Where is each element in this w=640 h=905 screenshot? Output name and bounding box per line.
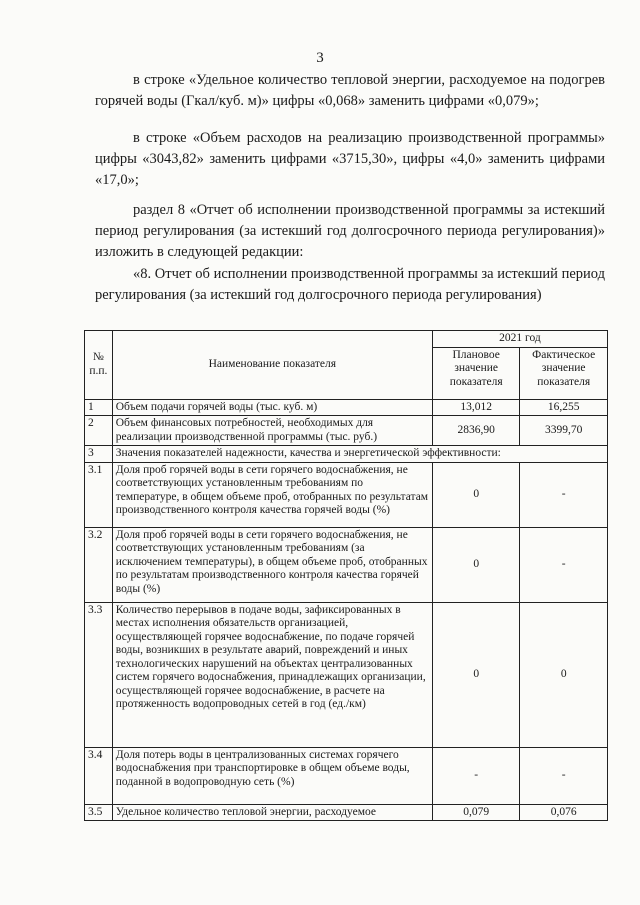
row-actual: -: [520, 747, 608, 804]
row-num: 2: [85, 416, 113, 446]
row-planned: 0: [432, 527, 520, 602]
row-name: Удельное количество тепловой энергии, расходуемое: [112, 804, 432, 821]
row-num: 3.5: [85, 804, 113, 821]
row-name: Значения показателей надежности, качества и энергетической эффективности:: [112, 446, 607, 463]
row-planned: 13,012: [432, 399, 520, 416]
row-actual: 0: [520, 602, 608, 747]
paragraph-4: «8. Отчет об исполнении производственной программы за истекший период регулирования (за истекший год долгосрочного периода регулирования): [95, 266, 605, 303]
page-number: 3: [316, 50, 324, 66]
header-planned: Плановое значение показателя: [432, 347, 520, 399]
row-actual: -: [520, 462, 608, 527]
row-actual: 3399,70: [520, 416, 608, 446]
table-row: [85, 747, 608, 804]
paragraph-2: в строке «Объем расходов на реализацию производственной программы» цифры «3043,82» заменить цифрами «3715,30», цифры «4,0» заменить цифрами «17,0»;: [95, 130, 605, 188]
table-row: [85, 804, 608, 821]
header-name: Наименование показателя: [112, 331, 432, 400]
table-row: [85, 462, 608, 527]
row-actual: 16,255: [520, 399, 608, 416]
row-num: 3: [85, 446, 113, 463]
row-name: Доля проб горячей воды в сети горячего водоснабжения, не соответствующих установленным требованиям по температуре, в общем объеме проб, отобранных по результатам производственного контроля качества горячей воды (%): [112, 462, 432, 527]
row-planned: 0,079: [432, 804, 520, 821]
row-num: 3.3: [85, 602, 113, 747]
report-table: [84, 330, 608, 821]
row-name: Количество перерывов в подаче воды, зафиксированных в местах исполнения обязательств организацией, осуществляющей горячее водоснабжение, по подаче горячей воды, возникших в результате аварий, повреждений и иных технологических нарушений на объектах централизованных систем горячего водоснабжения, принадлежащих организации, осуществляющей горячее водоснабжение, в расчете на протяженность водопроводных сетей в год (ед./км): [112, 602, 432, 747]
row-actual: 0,076: [520, 804, 608, 821]
row-planned: -: [432, 747, 520, 804]
row-num: 1: [85, 399, 113, 416]
header-num: № п.п.: [85, 331, 113, 400]
row-planned: 2836,90: [432, 416, 520, 446]
row-planned: 0: [432, 462, 520, 527]
table-row: [85, 446, 608, 463]
row-actual: -: [520, 527, 608, 602]
row-num: 3.1: [85, 462, 113, 527]
row-name: Доля потерь воды в централизованных системах горячего водоснабжения при транспортировке в общем объеме воды, поданной в водопроводную сеть (%): [112, 747, 432, 804]
row-num: 3.4: [85, 747, 113, 804]
table-row: [85, 527, 608, 602]
table-row: [85, 602, 608, 747]
row-planned: 0: [432, 602, 520, 747]
row-name: Доля проб горячей воды в сети горячего водоснабжения, не соответствующих установленным требованиям (за исключением температуры), в общем объеме проб, отобранных по результатам производственного контроля качества горячей воды (%): [112, 527, 432, 602]
row-name: Объем подачи горячей воды (тыс. куб. м): [112, 399, 432, 416]
paragraph-3: раздел 8 «Отчет об исполнении производственной программы за истекший период регулирования (за истекший год долгосрочного периода регулирования)» изложить в следующей редакции:: [95, 202, 605, 260]
table-row: [85, 416, 608, 446]
row-num: 3.2: [85, 527, 113, 602]
row-name: Объем финансовых потребностей, необходимых для реализации производственной программы (тыс. руб.): [112, 416, 432, 446]
table-row: [85, 399, 608, 416]
header-year: 2021 год: [432, 331, 607, 348]
header-actual: Фактическое значение показателя: [520, 347, 608, 399]
paragraph-1: в строке «Удельное количество тепловой энергии, расходуемое на подогрев горячей воды (Гкал/куб. м)» цифры «0,068» заменить цифрами «0,079»;: [95, 72, 605, 109]
